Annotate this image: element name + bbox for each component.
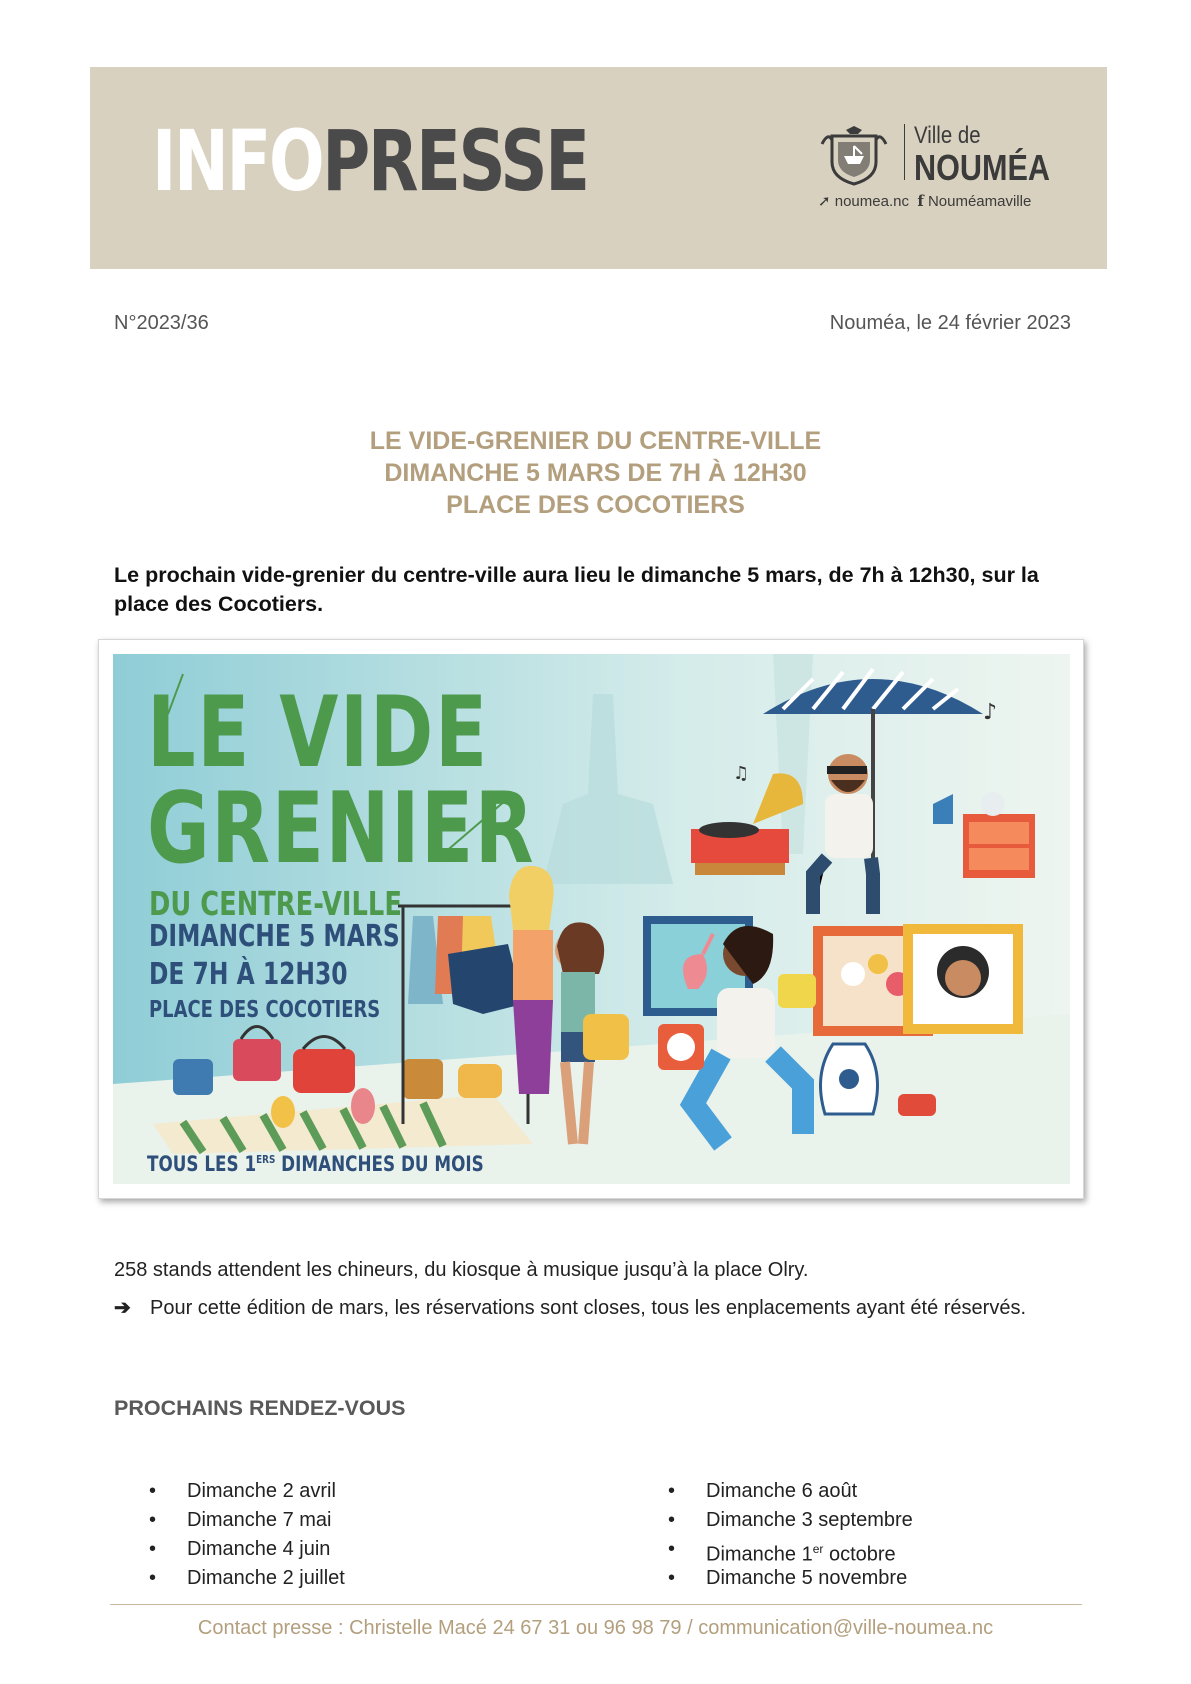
brand-info: INFO — [152, 112, 323, 210]
poster-place: PLACE DES COCOTIERS — [149, 997, 381, 1023]
list-item: • Dimanche 4 juin — [153, 1535, 345, 1564]
brand-presse: PRESSE — [322, 112, 588, 210]
list-item: • Dimanche 5 novembre — [672, 1564, 913, 1593]
logo-noumea: NOUMÉA — [914, 147, 1050, 188]
title-line-2: DIMANCHE 5 MARS DE 7H À 12H30 — [384, 459, 807, 487]
info-presse-wordmark — [152, 112, 588, 210]
poster-footer — [147, 1154, 484, 1175]
list-item: • Dimanche 2 juillet — [153, 1564, 345, 1593]
title-line-3: PLACE DES COCOTIERS — [446, 491, 745, 519]
dates-list-right — [672, 1477, 913, 1593]
web-arrow-icon: ➚ — [818, 193, 831, 210]
header-banner — [90, 67, 1107, 269]
ordinal-sup: er — [812, 1542, 824, 1556]
poster-subtitle: DU CENTRE-VILLE — [149, 884, 402, 923]
logo-ville-de: Ville de — [914, 122, 981, 149]
list-item-suffix: octobre — [823, 1543, 896, 1566]
body-paragraph: 258 stands attendent les chineurs, du kiosque à musique jusqu’à la place Olry. — [114, 1259, 809, 1281]
list-item: • Dimanche 6 août — [672, 1477, 913, 1506]
lead-paragraph: Le prochain vide-grenier du centre-ville aura lieu le dimanche 5 mars, de 7h à 12h30, sur la place des Cocotiers. — [114, 563, 1039, 616]
ville-de-noumea-logo — [818, 122, 1058, 212]
coat-of-arms-icon — [818, 126, 890, 186]
event-poster-frame — [98, 639, 1084, 1199]
list-item: • Dimanche 2 avril — [153, 1477, 345, 1506]
logo-divider — [904, 124, 905, 180]
poster-hours: DE 7H À 12H30 — [149, 957, 348, 992]
press-contact: Contact presse : Christelle Macé 24 67 31 ou 96 98 79 / communication@ville-noumea.nc — [197, 1617, 994, 1639]
title-line-1: LE VIDE-GRENIER DU CENTRE-VILLE — [369, 427, 822, 455]
arrow-right-icon: ➔ — [114, 1297, 131, 1319]
logo-links — [818, 192, 1031, 210]
poster-footer-sup: ERS — [256, 1153, 276, 1166]
poster-date: DIMANCHE 5 MARS — [149, 919, 400, 954]
list-item — [672, 1535, 913, 1564]
section-title: PROCHAINS RENDEZ-VOUS — [114, 1396, 406, 1420]
press-release-title — [0, 425, 1191, 521]
reservation-note-text: Pour cette édition de mars, les réservations sont closes, tous les enplacements ayant été réservés. — [150, 1297, 1026, 1319]
footer-divider — [110, 1604, 1082, 1605]
poster-footer-suffix: DIMANCHES DU MOIS — [275, 1152, 484, 1176]
event-poster-image — [113, 654, 1070, 1184]
reservation-note — [114, 1295, 1084, 1322]
poster-headline-2: GRENIER — [147, 772, 536, 886]
facebook-icon: f — [917, 192, 924, 210]
poster-headline-1: LE VIDE — [147, 676, 489, 790]
list-item: • Dimanche 3 septembre — [672, 1506, 913, 1535]
dates-list-left — [153, 1477, 345, 1593]
press-release-date: Nouméa, le 24 février 2023 — [829, 312, 1071, 334]
list-item-prefix: Dimanche 1 — [706, 1543, 813, 1566]
logo-website: noumea.nc — [834, 193, 909, 210]
svg-text:♪: ♪ — [983, 700, 998, 725]
press-release-number: N°2023/36 — [114, 312, 209, 334]
poster-footer-prefix: TOUS LES 1 — [147, 1152, 257, 1176]
svg-text:♫: ♫ — [733, 763, 750, 784]
list-item: • Dimanche 7 mai — [153, 1506, 345, 1535]
logo-social-handle: Nouméamaville — [927, 193, 1032, 210]
